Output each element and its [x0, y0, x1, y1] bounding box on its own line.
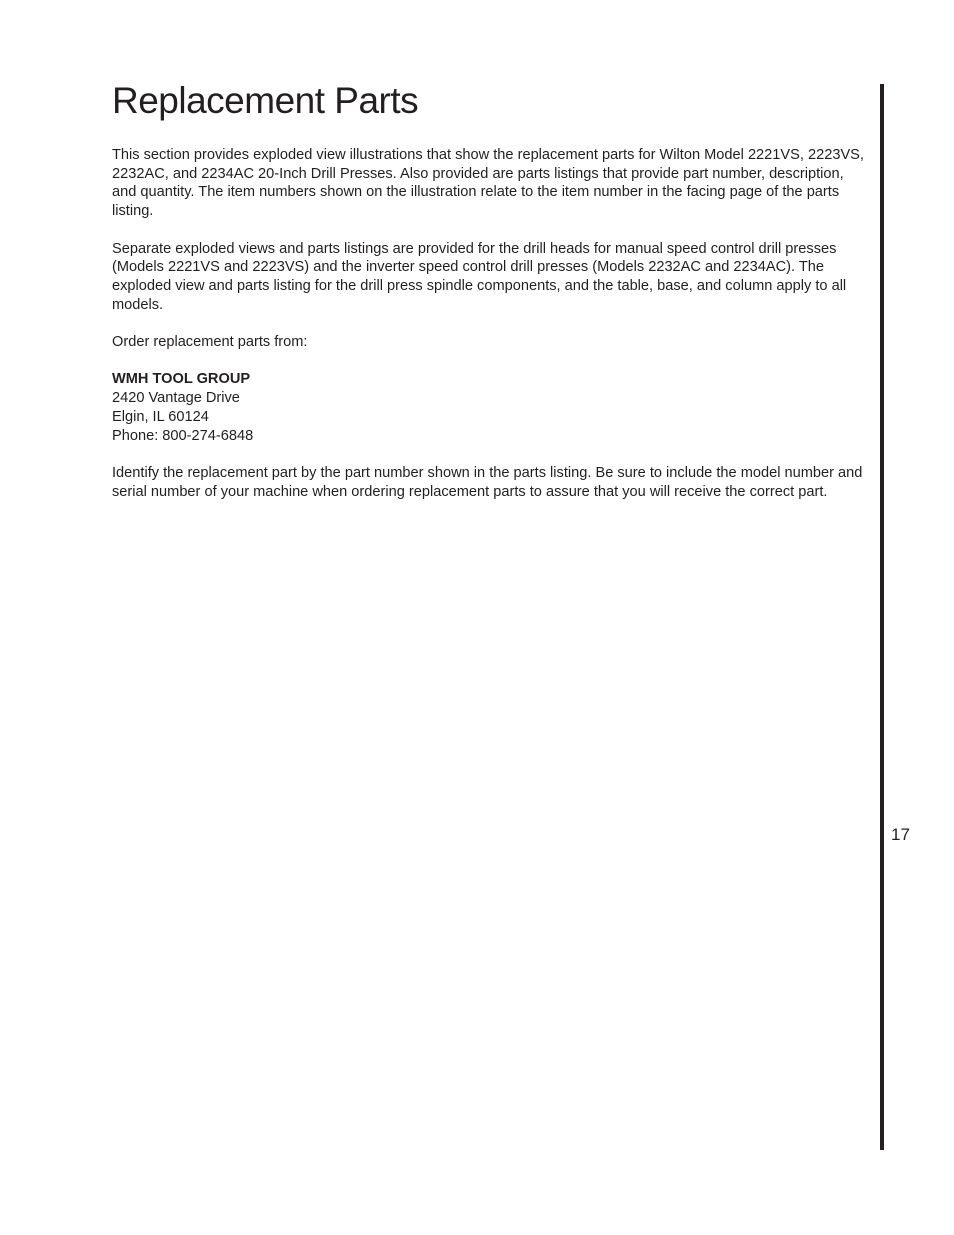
phone-number: Phone: 800-274-6848: [112, 427, 254, 444]
street-address: 2420 Vantage Drive: [112, 390, 240, 407]
city-state-zip: Elgin, IL 60124: [112, 408, 209, 425]
intro-paragraph: This section provides exploded view illustrations that show the replacement parts for Wilton Model 2221VS, 2223VS, 2232AC, and 2234AC 20-Inch Drill Presses. Also provided are parts listings that provide part number, description, and quantity. The item numbers shown on the illustration relate to the item number in the facing page of the parts listing.: [112, 147, 864, 220]
page-content: [112, 146, 872, 520]
page-title: Replacement Parts: [112, 80, 419, 121]
margin-rule: [880, 84, 884, 1150]
exploded-views-paragraph: Separate exploded views and parts listings are provided for the drill heads for manual speed control drill presses (Models 2221VS and 2223VS) and the inverter speed control drill presses (Models 2232AC and 2234AC). The exploded view and parts listing for the drill press spindle components, and the table, base, and column apply to all models.: [112, 240, 847, 313]
address-block: [112, 370, 872, 445]
identify-part-paragraph: Identify the replacement part by the part number shown in the parts listing. Be sure to include the model number and serial number of your machine when ordering replacement parts to assure that you will receive the correct part.: [112, 464, 863, 500]
company-name: WMH TOOL GROUP: [112, 371, 251, 388]
page-number: 17: [891, 825, 910, 844]
order-from-paragraph: Order replacement parts from:: [112, 334, 308, 350]
